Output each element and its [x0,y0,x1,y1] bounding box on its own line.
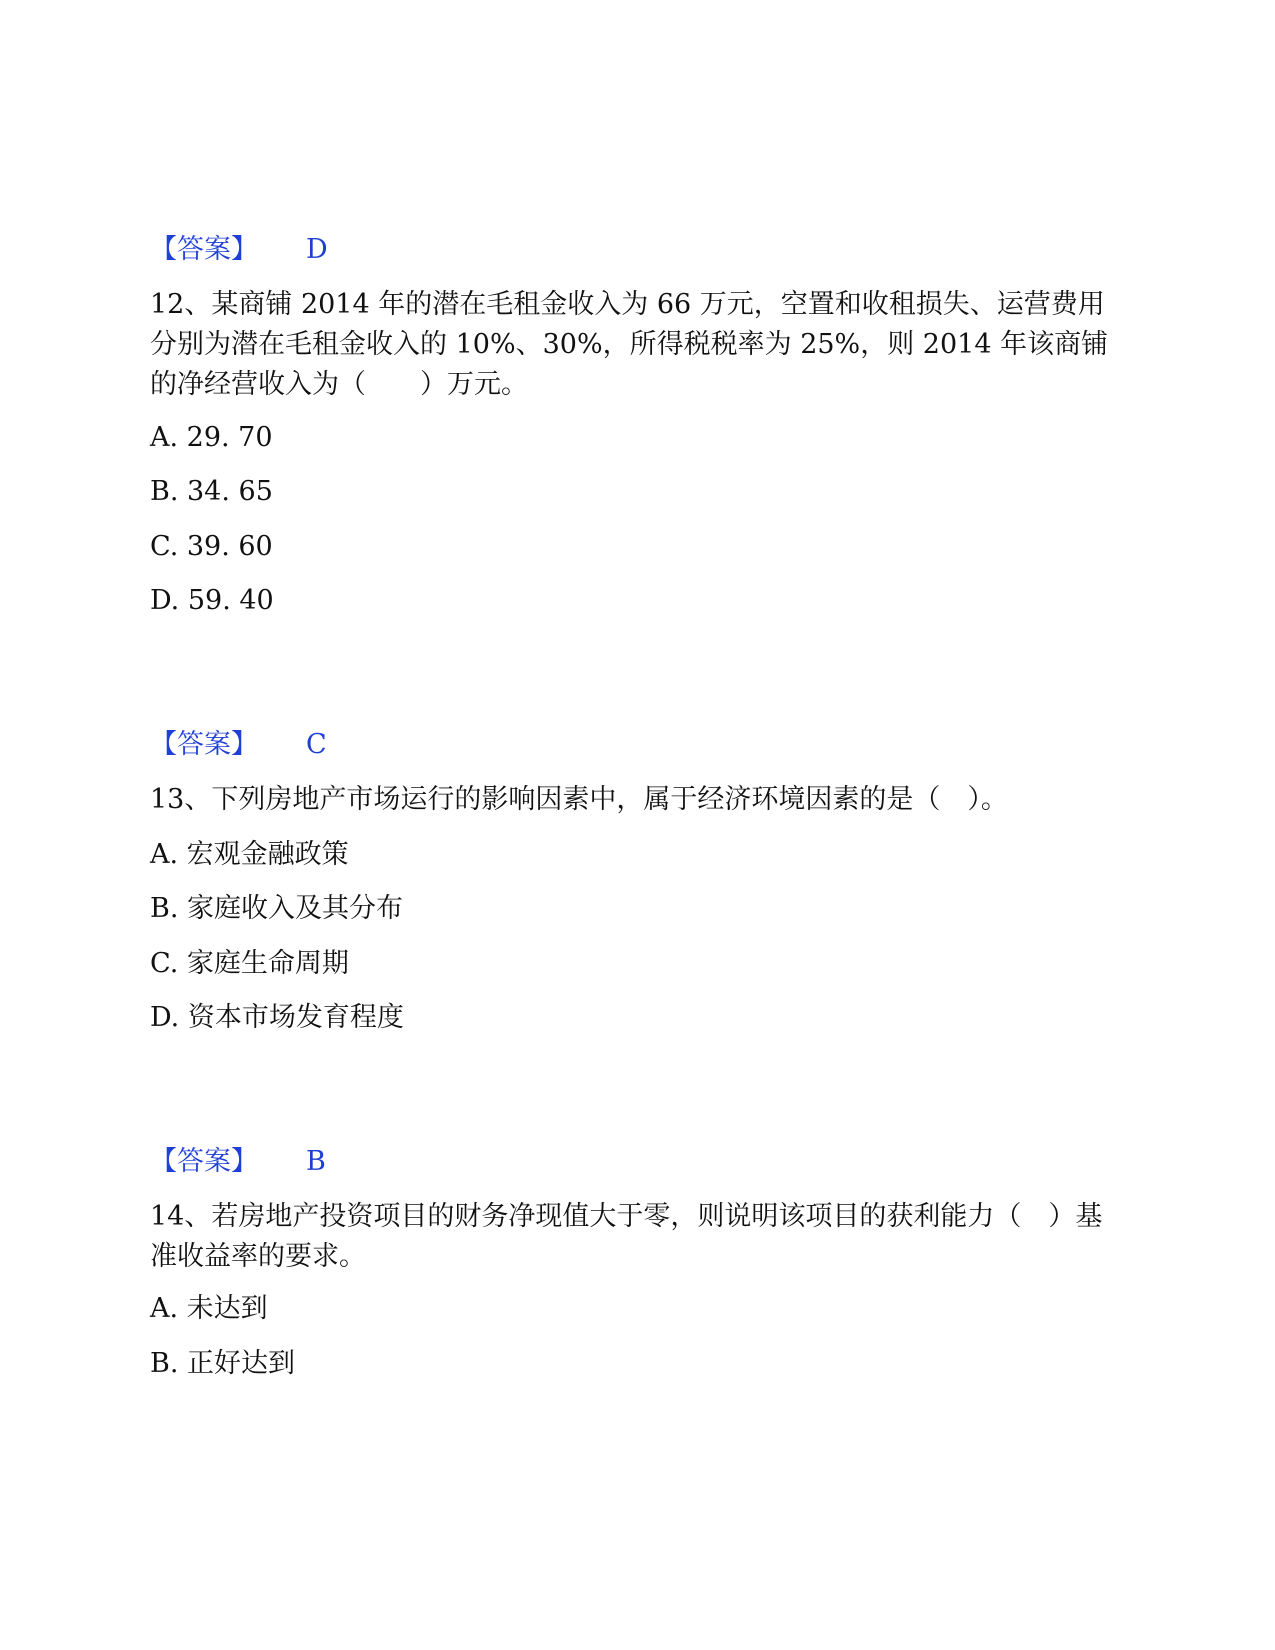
option-b: B. 正好达到 [150,1348,296,1379]
answer-line [150,232,328,268]
answer-value: B [306,1146,326,1177]
question-text: 13、下列房地产市场运行的影响因素中，属于经济环境因素的是（ ）。 [150,784,1008,815]
answer-label: 【答案】 [150,729,258,760]
option-b: B. 34. 65 [150,476,273,507]
option-a: A. 宏观金融政策 [150,839,349,870]
option-d: D. 59. 40 [150,585,274,616]
answer-line [150,1144,326,1180]
option-a: A. 29. 70 [150,422,273,453]
option-a: A. 未达到 [150,1293,268,1324]
answer-value: C [306,729,327,760]
option-c: C. 家庭生命周期 [150,948,349,979]
option-c: C. 39. 60 [150,531,273,562]
option-b: B. 家庭收入及其分布 [150,893,404,924]
question-text: 14、若房地产投资项目的财务净现值大于零，则说明该项目的获利能力（ ）基准收益率的要求。 [150,1201,1103,1272]
answer-label: 【答案】 [150,1146,258,1177]
question-text: 12、某商铺 2014 年的潜在毛租金收入为 66 万元，空置和收租损失、运营费用分别为潜在毛租金收入的 10%、30%，所得税税率为 25%，则 2014 年该商铺的净经营收入为（ ）万元。 [150,289,1109,400]
option-d: D. 资本市场发育程度 [150,1002,404,1033]
answer-line [150,727,327,763]
answer-label: 【答案】 [150,234,258,265]
answer-value: D [306,234,328,265]
